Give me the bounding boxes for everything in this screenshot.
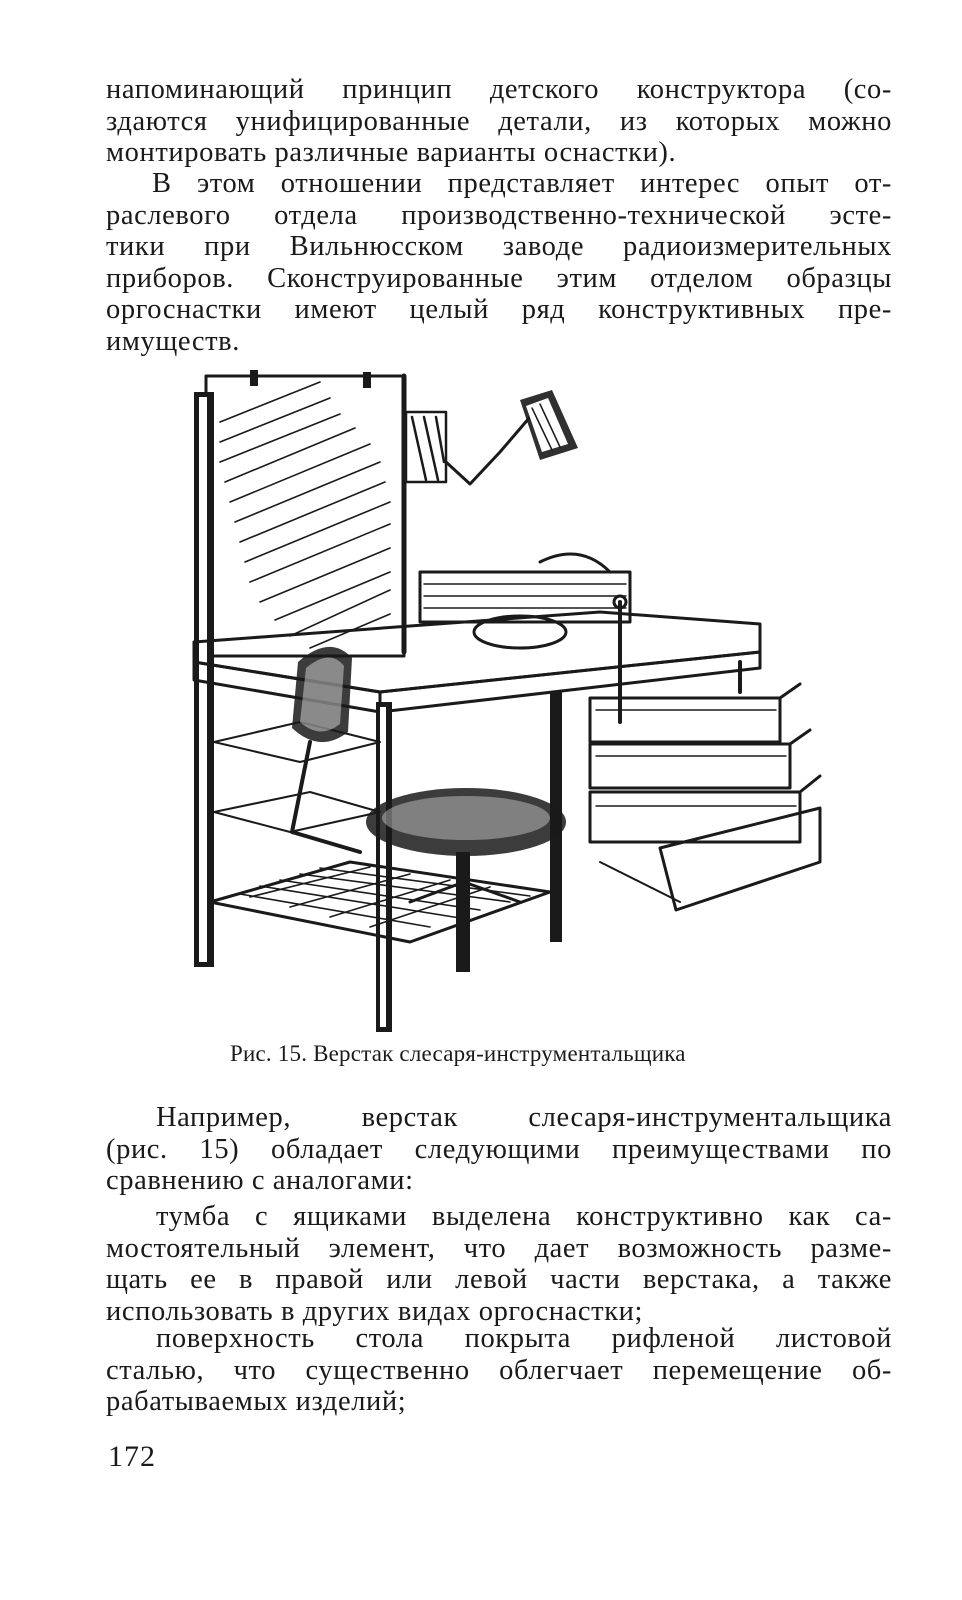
paragraph-1-line: напоминающий принцип детского конструктора (со-	[106, 74, 892, 105]
page-number: 172	[108, 1440, 156, 1473]
paragraph-4-line: тумба с ящиками выделена конструктивно как са-	[156, 1201, 892, 1232]
paragraph-1-line: монтировать различные варианты оснастки).	[106, 137, 677, 168]
paragraph-5-line: поверхность стола покрыта рифленой листовой	[156, 1323, 892, 1354]
paragraph-2-line: тики при Вильнюсском заводе радиоизмерительных	[106, 231, 892, 262]
paragraph-3-line: Например, верстак слесаря-инструментальщика	[156, 1102, 892, 1133]
paragraph-5	[106, 1323, 892, 1418]
paragraph-2-line: оргоснастки имеют целый ряд конструктивных пре-	[106, 294, 892, 325]
paragraph-2-line: раслевого отдела производственно-технической эсте-	[106, 199, 892, 231]
paragraph-2-line: В этом отношении представляет интерес опыт от-	[152, 168, 892, 199]
paragraph-4	[106, 1201, 892, 1327]
drawer-cabinet	[590, 684, 820, 910]
paragraph-4-line: мостоятельный элемент, что дает возможность разме-	[106, 1232, 892, 1264]
lamp	[406, 390, 578, 484]
paragraph-3-line: сравнению с аналогами:	[106, 1165, 414, 1196]
paragraph-1	[106, 74, 892, 169]
paragraph-4-line: щать ее в правой или левой части верстака, а также	[106, 1264, 892, 1295]
paragraph-2-line: имуществ.	[106, 325, 240, 357]
paragraph-1-line: здаются унифицированные детали, из которых можно	[106, 105, 892, 137]
paragraph-3-line: (рис. 15) обладает следующими преимуществами по	[106, 1133, 892, 1165]
workbench-illustration	[180, 362, 830, 1042]
paragraph-2-line: приборов. Сконструированные этим отделом образцы	[106, 262, 892, 294]
paragraph-2	[106, 168, 892, 357]
paragraph-5-line: сталью, что существенно облегчает перемещение об-	[106, 1354, 892, 1386]
paragraph-4-line: использовать в других видах оргоснастки;	[106, 1295, 644, 1327]
paragraph-5-line: рабатываемых изделий;	[106, 1386, 407, 1417]
paragraph-3	[106, 1102, 892, 1197]
figure-caption: Рис. 15. Верстак слесаря-инструментальщика	[230, 1041, 686, 1066]
